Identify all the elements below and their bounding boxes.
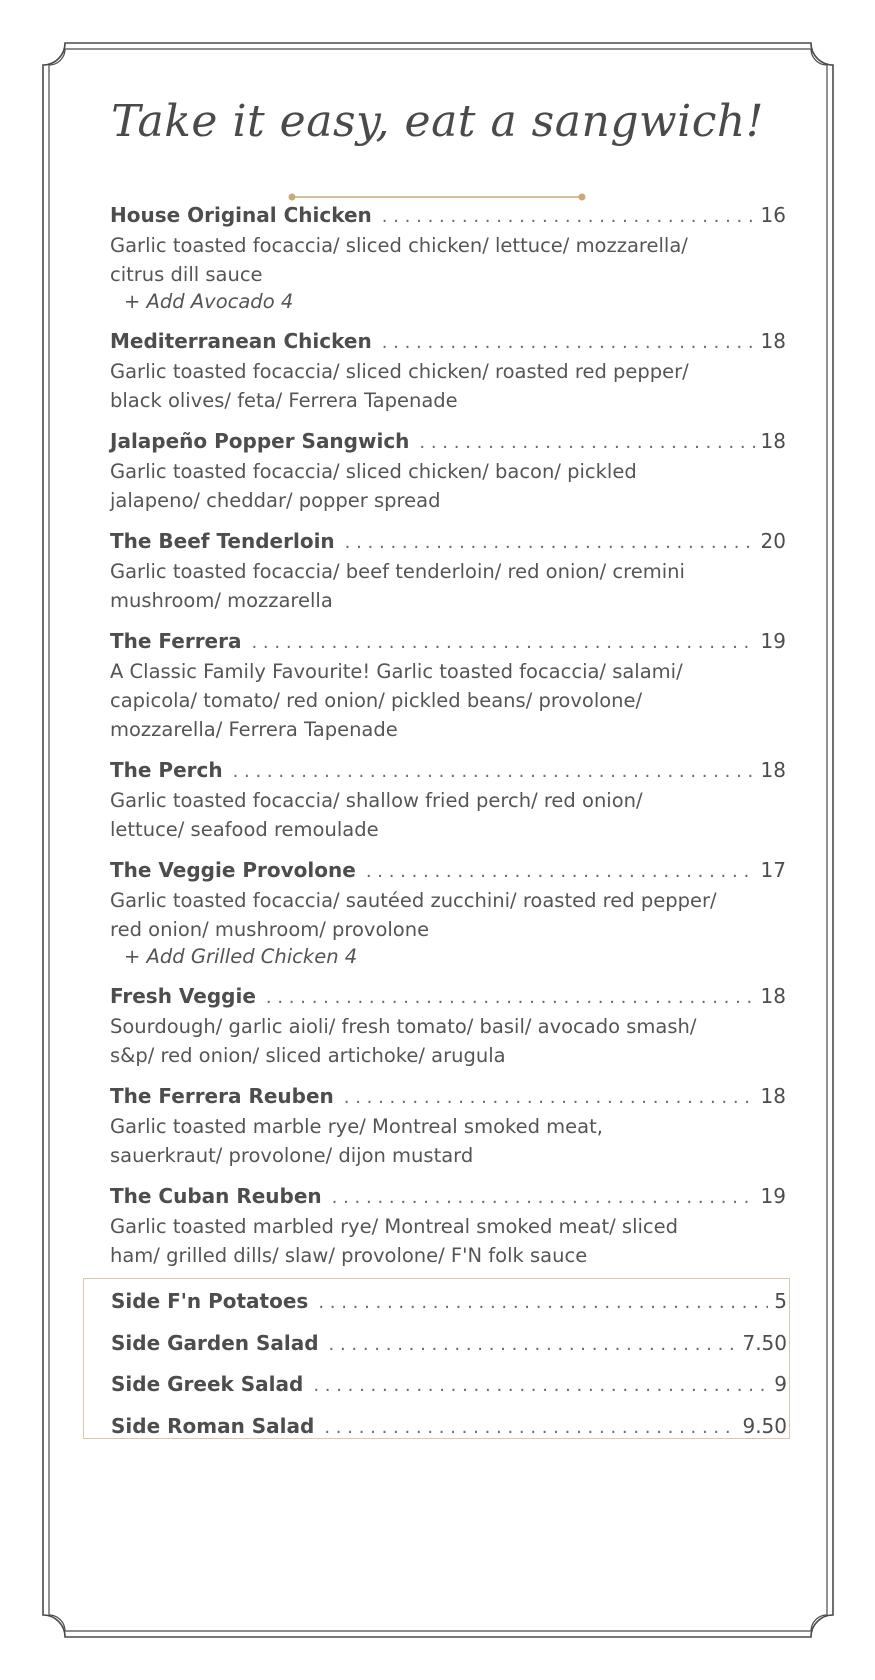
menu-item: [110, 1184, 786, 1270]
side-name: Side Roman Salad: [111, 1413, 315, 1438]
dot-leader: [266, 987, 755, 1008]
item-price: 19: [760, 1184, 786, 1208]
item-description: Garlic toasted marbled rye/ Montreal smoked meat/ sliced ham/ grilled dills/ slaw/ provolone/ F'N folk sauce: [110, 1215, 679, 1267]
sides-box: [83, 1278, 790, 1439]
dot-leader: [329, 1334, 737, 1355]
dot-leader: [382, 206, 755, 227]
item-name: The Veggie Provolone: [110, 858, 356, 882]
item-price: 17: [760, 858, 786, 882]
menu-title: Take it easy, eat a sangwich!: [111, 96, 764, 147]
item-name: Mediterranean Chicken: [110, 329, 372, 353]
menu-item: [110, 858, 786, 970]
item-name: The Ferrera Reuben: [110, 1084, 334, 1108]
dot-leader: [313, 1375, 768, 1396]
item-addon: + Add Avocado 4: [124, 290, 294, 313]
dot-leader: [366, 861, 755, 882]
item-price: 19: [760, 629, 786, 653]
dot-leader: [233, 761, 755, 782]
item-description: Garlic toasted focaccia/ sautéed zucchini/ roasted red pepper/ red onion/ mushroom/ provolone: [110, 889, 717, 941]
item-price: 16: [760, 203, 786, 227]
side-item: [111, 1289, 787, 1331]
item-name: Jalapeño Popper Sangwich: [110, 429, 410, 453]
item-description: Garlic toasted focaccia/ shallow fried perch/ red onion/ lettuce/ seafood remoulade: [110, 789, 643, 841]
side-name: Side Garden Salad: [111, 1330, 319, 1355]
dot-leader: [382, 332, 755, 353]
item-price: 18: [760, 758, 786, 782]
side-name: Side Greek Salad: [111, 1372, 304, 1396]
side-item: [111, 1372, 787, 1414]
item-price: 18: [760, 429, 786, 453]
item-name: The Ferrera: [110, 629, 242, 653]
side-price: 5: [774, 1289, 787, 1313]
item-description: Garlic toasted focaccia/ beef tenderloin/ red onion/ cremini mushroom/ mozzarella: [110, 560, 685, 612]
item-description: Garlic toasted focaccia/ sliced chicken/ roasted red pepper/ black olives/ feta/ Ferrera Tapenade: [110, 360, 689, 412]
item-name: The Beef Tenderloin: [110, 529, 335, 553]
item-name: House Original Chicken: [110, 203, 372, 227]
side-price: 9: [774, 1372, 787, 1396]
dot-leader: [344, 1087, 755, 1108]
dot-leader: [419, 432, 754, 453]
item-description: A Classic Family Favourite! Garlic toasted focaccia/ salami/ capicola/ tomato/ red onion/ pickled beans/ provolone/ mozzarella/ Ferrera Tapenade: [110, 660, 683, 741]
item-description: Garlic toasted focaccia/ sliced chicken/ lettuce/ mozzarella/ citrus dill sauce: [110, 234, 688, 286]
item-price: 18: [760, 329, 786, 353]
menu-item: [110, 629, 786, 744]
item-price: 18: [760, 1084, 786, 1108]
side-name: Side F'n Potatoes: [111, 1289, 309, 1313]
item-price: 20: [760, 529, 786, 553]
side-item: [111, 1414, 787, 1456]
item-description: Sourdough/ garlic aioli/ fresh tomato/ basil/ avocado smash/ s&p/ red onion/ sliced artichoke/ arugula: [110, 1015, 697, 1067]
item-name: Fresh Veggie: [110, 984, 256, 1008]
dot-leader: [332, 1187, 755, 1208]
menu-item: [110, 429, 786, 515]
dot-leader: [324, 1417, 736, 1438]
side-price: 7.50: [742, 1330, 787, 1355]
menu-item: [110, 758, 786, 844]
item-price: 18: [760, 984, 786, 1008]
dot-leader: [345, 532, 755, 553]
sandwich-list: [110, 203, 786, 1284]
item-name: The Cuban Reuben: [110, 1184, 322, 1208]
side-item: [111, 1331, 787, 1373]
menu-item: [110, 529, 786, 615]
item-description: Garlic toasted focaccia/ sliced chicken/ bacon/ pickled jalapeno/ cheddar/ popper spread: [110, 460, 637, 512]
menu-item: [110, 1084, 786, 1170]
item-name: The Perch: [110, 758, 223, 782]
dot-leader: [251, 632, 754, 653]
dot-leader: [318, 1292, 768, 1313]
sides-list: [111, 1289, 787, 1455]
menu-item: [110, 984, 786, 1070]
menu-item: [110, 203, 786, 315]
menu-item: [110, 329, 786, 415]
item-description: Garlic toasted marble rye/ Montreal smoked meat, sauerkraut/ provolone/ dijon mustard: [110, 1115, 603, 1167]
title-divider: [288, 193, 586, 201]
side-price: 9.50: [742, 1413, 787, 1438]
item-addon: + Add Grilled Chicken 4: [124, 945, 358, 968]
